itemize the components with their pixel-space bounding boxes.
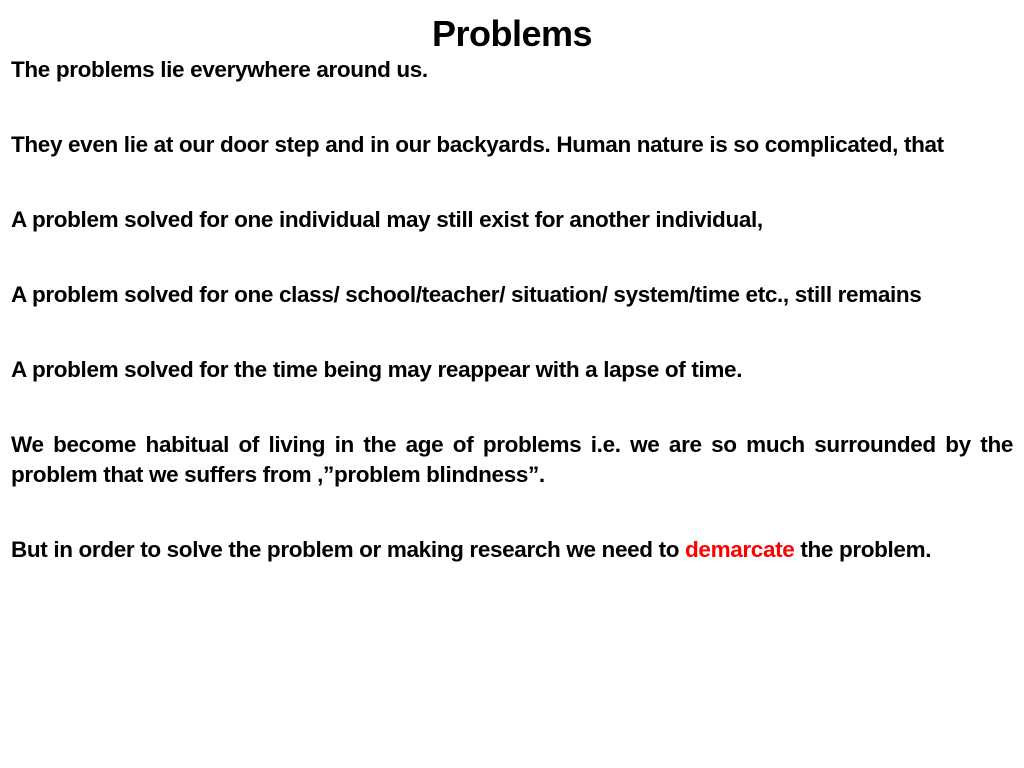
paragraph-3: A problem solved for one individual may still exist for another individual,: [11, 207, 763, 232]
slide-body: [11, 55, 1013, 610]
paragraph-7: [11, 535, 1013, 565]
slide-title: Problems: [431, 13, 593, 54]
paragraph-1: The problems lie everywhere around us.: [11, 57, 428, 82]
paragraph-5: A problem solved for the time being may reappear with a lapse of time.: [11, 357, 743, 382]
paragraph-6: We become habitual of living in the age of problems i.e. we are so much surrounded by the problem that we suffers from ,”problem blindness”.: [11, 432, 1013, 487]
paragraph-7-text-end: the problem.: [794, 537, 932, 562]
paragraph-2: They even lie at our door step and in our backyards. Human nature is so complicated, that: [11, 132, 944, 157]
paragraph-7-text-start: But in order to solve the problem or making research we need to: [11, 537, 686, 562]
highlighted-word: demarcate: [685, 537, 795, 562]
paragraph-4: A problem solved for one class/ school/teacher/ situation/ system/time etc., still remains: [11, 282, 922, 307]
